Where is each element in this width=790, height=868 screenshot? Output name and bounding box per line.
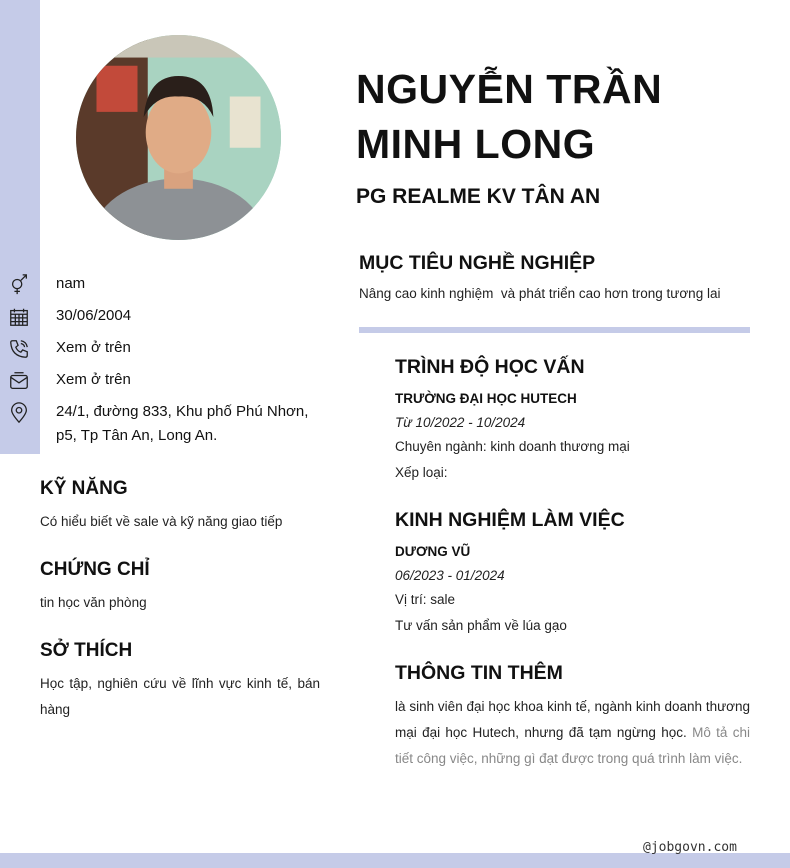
- candidate-name: [356, 62, 756, 172]
- experience-title: KINH NGHIỆM LÀM VIỆC: [395, 509, 625, 531]
- gender-value: nam: [56, 275, 86, 292]
- name-line-1: NGUYỄN TRẦN: [356, 66, 663, 112]
- education-major: Chuyên ngành: kinh doanh thương mại: [395, 439, 630, 454]
- name-line-2: MINH LONG: [356, 121, 596, 167]
- phone-icon: [8, 338, 30, 360]
- experience-period: 06/2023 - 01/2024: [395, 568, 505, 583]
- section-divider: [359, 327, 750, 333]
- mail-icon: [8, 370, 30, 392]
- watermark: @jobgovn.com: [643, 840, 737, 855]
- extra-text: là sinh viên đại học khoa kinh tế, ngành kinh doanh thương mại đại học Hutech, nhưng đã tạm ngừng học.: [395, 699, 750, 740]
- phone-value: Xem ở trên: [56, 339, 131, 356]
- education-school: TRƯỜNG ĐẠI HỌC HUTECH: [395, 391, 577, 406]
- experience-role: Vị trí: sale: [395, 592, 456, 607]
- experience-desc: Tư vấn sản phẩm về lúa gạo: [395, 618, 567, 633]
- avatar: [76, 35, 281, 240]
- objective-text: Nâng cao kinh nghiệm và phát triển cao hơn trong tương lai: [359, 286, 721, 301]
- info-address: [0, 396, 330, 452]
- experience-company: DƯƠNG VŨ: [395, 544, 471, 559]
- education-rank: Xếp loại:: [395, 465, 448, 480]
- info-phone: [0, 332, 330, 364]
- hobbies-text: Học tập, nghiên cứu về lĩnh vực kinh tế, bán hàng: [40, 676, 320, 717]
- extra-hint: Mô tả chi tiết công việc, những gì đạt được trong quá trình làm việc.: [395, 725, 750, 766]
- hobbies-title: SỞ THÍCH: [40, 640, 133, 661]
- info-birthday: [0, 300, 330, 332]
- address-value: 24/1, đường 833, Khu phố Phú Nhơn, p5, Tp Tân An, Long An.: [56, 403, 309, 444]
- extra-text-block: [395, 694, 750, 772]
- extra-title: THÔNG TIN THÊM: [395, 662, 563, 684]
- applied-position: PG REALME KV TÂN AN: [356, 185, 601, 208]
- certificates-title: CHỨNG CHỈ: [40, 559, 150, 580]
- location-icon: [8, 402, 30, 424]
- email-value: Xem ở trên: [56, 371, 131, 388]
- birthday-value: 30/06/2004: [56, 307, 132, 324]
- certificates-text: tin học văn phòng: [40, 595, 147, 610]
- footer-accent-bar: [0, 853, 790, 868]
- calendar-icon: [8, 306, 30, 328]
- objective-title: MỤC TIÊU NGHỀ NGHIỆP: [359, 252, 596, 274]
- skills-title: KỸ NĂNG: [40, 478, 128, 499]
- education-title: TRÌNH ĐỘ HỌC VẤN: [395, 356, 585, 378]
- skills-text: Có hiểu biết về sale và kỹ năng giao tiếp: [40, 514, 283, 529]
- info-gender: [0, 268, 330, 300]
- info-email: [0, 364, 330, 396]
- education-period: Từ 10/2022 - 10/2024: [395, 415, 526, 430]
- gender-icon: [8, 274, 30, 296]
